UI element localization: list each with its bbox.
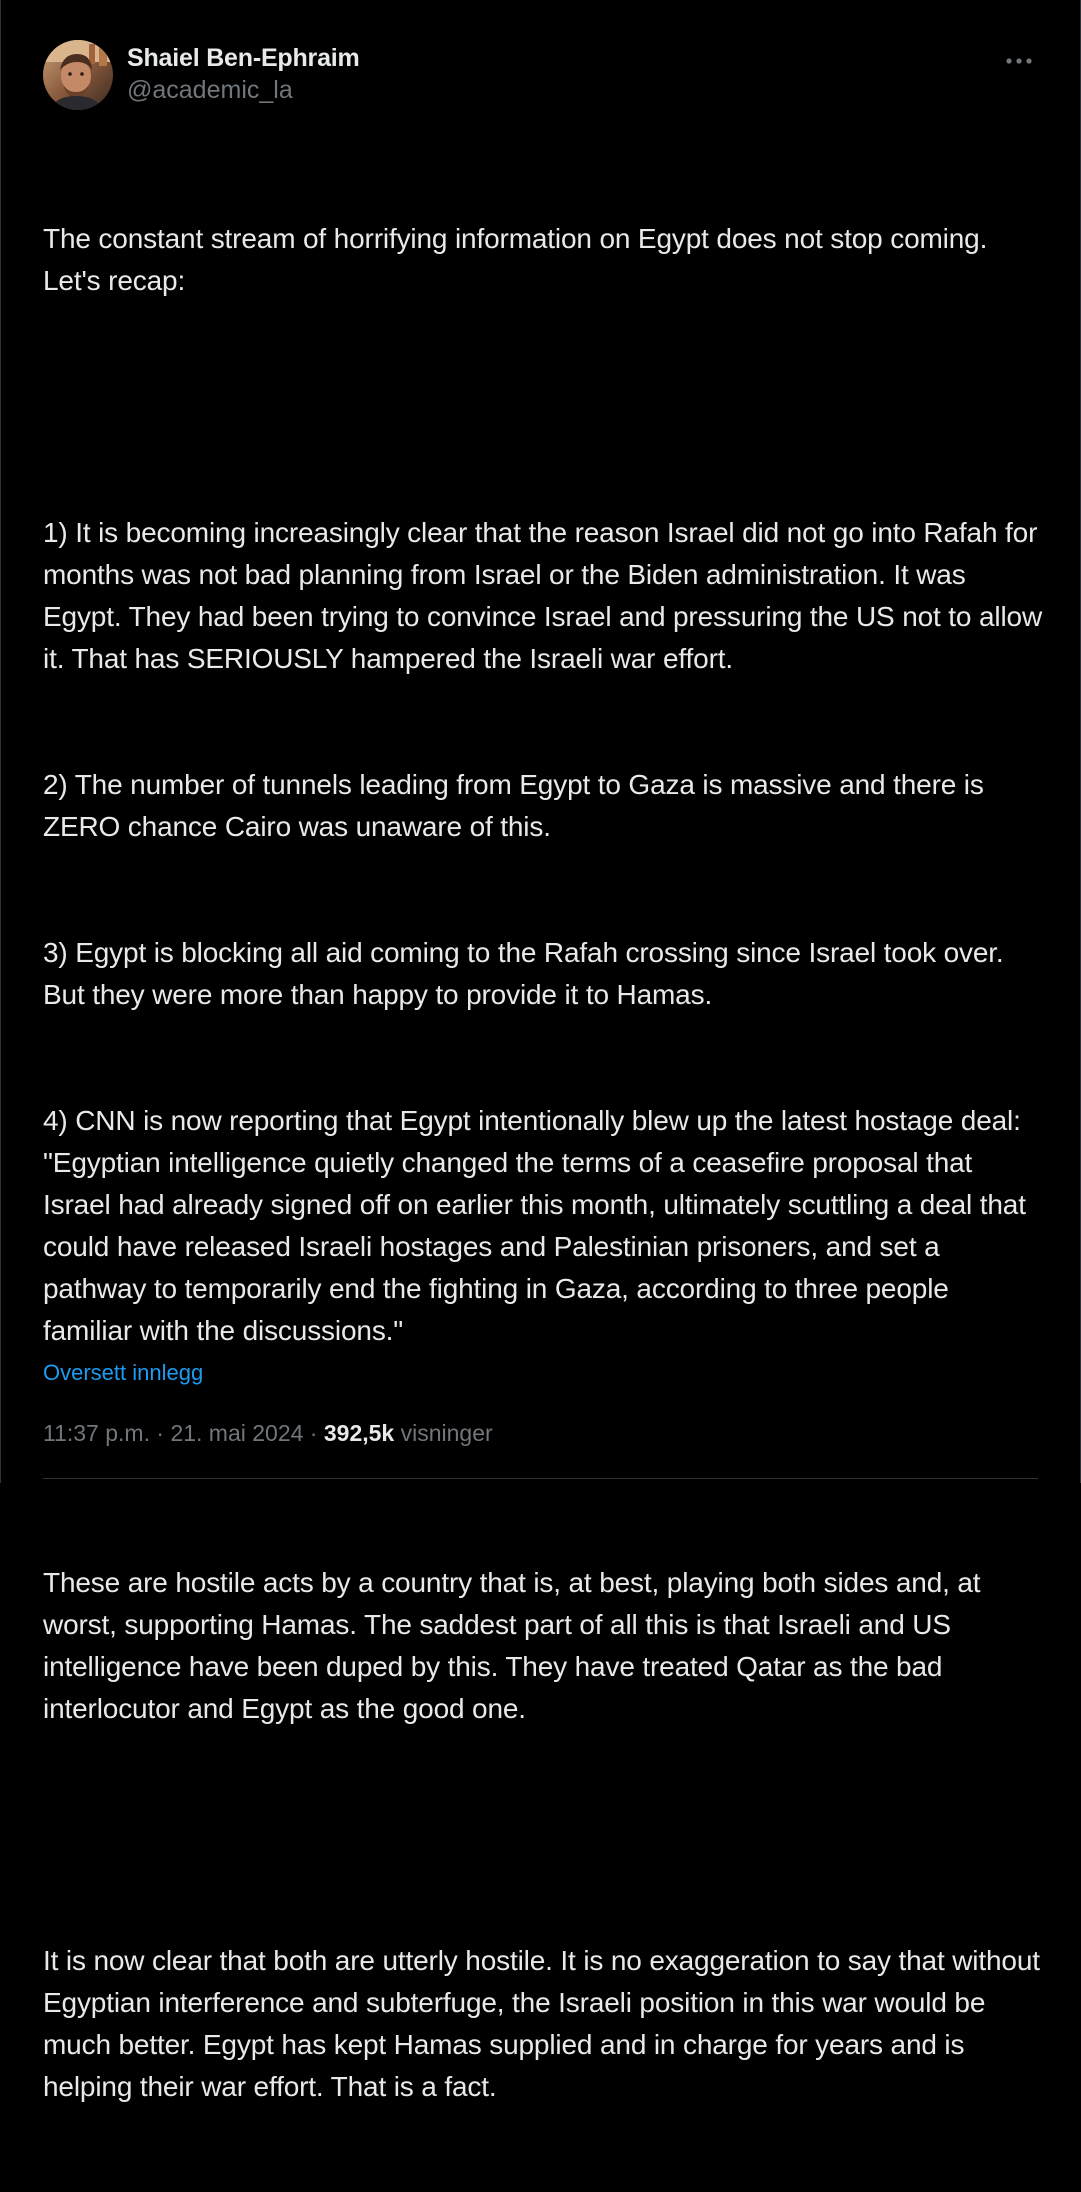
tweet-paragraph: 2) The number of tunnels leading from Egypt to Gaza is massive and there is ZERO chance Cairo was unaware of this. (43, 769, 992, 842)
author-handle[interactable]: @academic_la (127, 76, 293, 104)
tweet-paragraph: 4) CNN is now reporting that Egypt intentionally blew up the latest hostage deal: "Egyptian intelligence quietly changed the terms of a ceasefire proposal that Israel had already signed off on earlier this month, ultimately scuttling a deal that could have released Israeli hostages and Palestinian prisoners, and set a pathway to temporarily end the fighting in Gaza, according to three people familiar with the discussions." (43, 1105, 1034, 1346)
more-horizontal-icon (1005, 57, 1033, 65)
author-display-name[interactable]: Shaiel Ben-Ephraim (127, 44, 360, 72)
views-label: visninger (394, 1420, 493, 1446)
user-avatar-photo-icon (43, 40, 113, 110)
paragraph-gap (43, 386, 1043, 428)
meta-separator: · (303, 1420, 324, 1446)
meta-separator: · (149, 1420, 171, 1446)
views-count[interactable]: 392,5k (323, 1420, 395, 1446)
tweet-text (43, 134, 1050, 2192)
paragraph-gap (43, 1814, 1043, 1856)
tweet-paragraph: The constant stream of horrifying information on Egypt does not stop coming. Let's recap: (43, 223, 995, 296)
tweet-paragraph: These are hostile acts by a country that is, at best, playing both sides and, at worst, supporting Hamas. The saddest part of all this is that Israeli and US intelligence have been duped by this. They have treated Qatar as the bad interlocutor and Egypt as the good one. (43, 1567, 989, 1724)
tweet-header (43, 40, 1039, 110)
tweet-metadata (43, 1416, 493, 1450)
author-names (127, 43, 360, 107)
tweet-time[interactable]: 11:37 p.m. (43, 1420, 150, 1446)
translate-post-link[interactable]: Oversett innlegg (43, 1360, 204, 1385)
more-options-button[interactable] (999, 44, 1039, 78)
avatar[interactable] (43, 40, 113, 110)
tweet-paragraph: 1) It is becoming increasingly clear that the reason Israel did not go into Rafah for months was not bad planning from Israel or the Biden administration. It was Egypt. They had been trying to convince Israel and pressuring the US not to allow it. That has SERIOUSLY hampered the Israeli war effort. (43, 517, 1050, 674)
tweet-paragraph: 3) Egypt is blocking all aid coming to the Rafah crossing since Israel took over. But they were more than happy to provide it to Hamas. (43, 937, 1012, 1010)
tweet-paragraph: It is now clear that both are utterly hostile. It is no exaggeration to say that without Egyptian interference and subterfuge, the Israeli position in this war would be much better. Egypt has kept Hamas supplied and in charge for years and is helping their war effort. That is a fact. (43, 1945, 1048, 2102)
divider (43, 1478, 1038, 1479)
tweet-date[interactable]: 21. mai 2024 (170, 1420, 304, 1446)
